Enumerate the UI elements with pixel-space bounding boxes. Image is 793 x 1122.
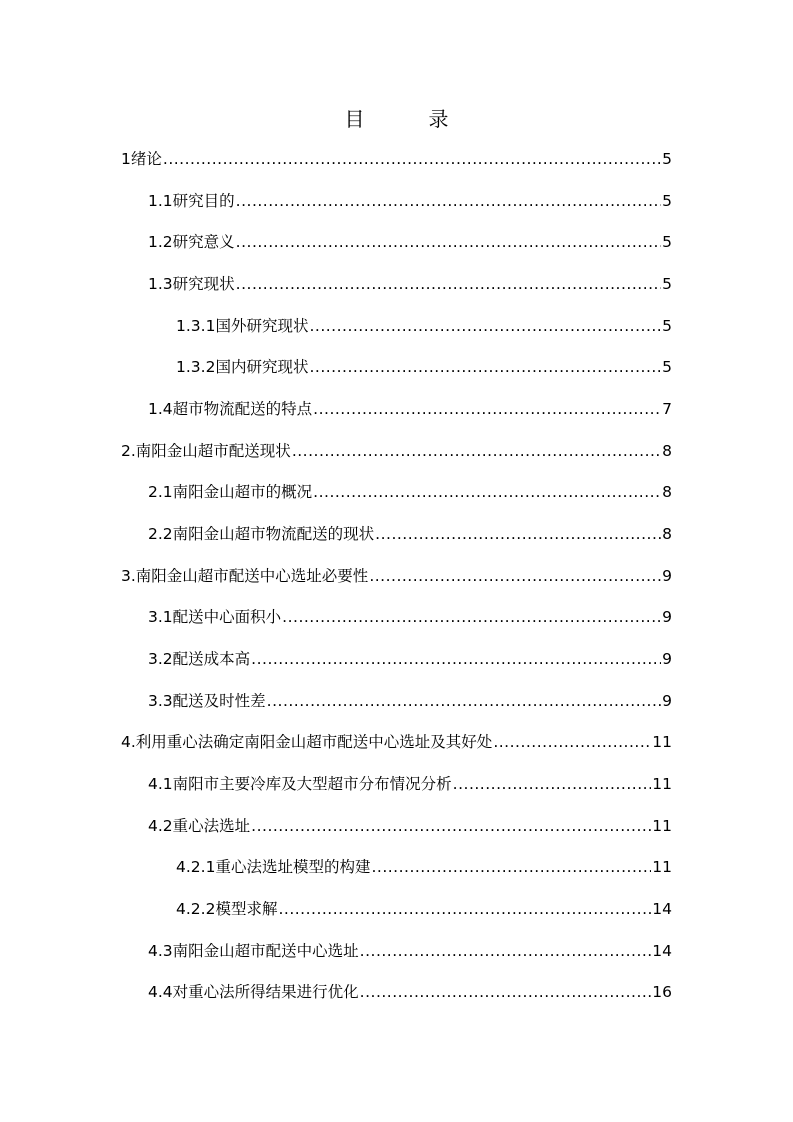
- toc-entry[interactable]: [176, 856, 672, 878]
- toc-entry-page: 11: [652, 775, 672, 793]
- toc-entry[interactable]: [148, 190, 672, 212]
- toc-entry[interactable]: [121, 731, 672, 753]
- toc-entry-title: 研究现状: [172, 275, 235, 293]
- toc-entry-page: 5: [662, 233, 672, 251]
- toc-entry-page: 9: [662, 650, 672, 668]
- toc-entry[interactable]: [121, 440, 672, 462]
- toc-leader-dots: [163, 148, 661, 170]
- toc-leader-dots: [369, 565, 661, 587]
- toc-entry-number: 3.3: [148, 692, 173, 710]
- toc-leader-dots: [313, 481, 661, 503]
- toc-entry[interactable]: [148, 398, 672, 420]
- toc-entry[interactable]: [176, 315, 672, 337]
- toc-entry[interactable]: [148, 940, 672, 962]
- toc-entry-page: 11: [652, 817, 672, 835]
- toc-entry[interactable]: [148, 773, 672, 795]
- toc-entry-page: 8: [662, 483, 672, 501]
- toc-entry-number: 4.2.2: [176, 900, 216, 918]
- toc-leader-dots: [267, 690, 661, 712]
- toc-leader-dots: [251, 648, 661, 670]
- toc-entry-title: 国内研究现状: [215, 358, 309, 376]
- toc-entry-page: 5: [662, 358, 672, 376]
- toc-entry-page: 11: [652, 733, 672, 751]
- toc-entry-page: 11: [652, 858, 672, 876]
- toc-entry-number: 2.1: [148, 483, 173, 501]
- toc-entry[interactable]: [148, 523, 672, 545]
- toc-entry-page: 9: [662, 608, 672, 626]
- toc-entry-title: 对重心法所得结果进行优化: [172, 983, 359, 1001]
- toc-entry[interactable]: [176, 356, 672, 378]
- toc-entry-number: 4.2: [148, 817, 173, 835]
- toc-entry[interactable]: [148, 606, 672, 628]
- toc-leader-dots: [309, 315, 661, 337]
- toc-leader-dots: [360, 940, 652, 962]
- toc-entry-title: 重心法选址模型的构建: [215, 858, 371, 876]
- toc-entry[interactable]: [148, 815, 672, 837]
- toc-entry[interactable]: [148, 481, 672, 503]
- toc-entry-number: 1.3: [148, 275, 173, 293]
- toc-leader-dots: [453, 773, 652, 795]
- toc-entry-title: 研究意义: [172, 233, 235, 251]
- toc-leader-dots: [282, 606, 661, 628]
- toc-entry-number: 1.3.1: [176, 317, 216, 335]
- toc-entry-number: 1.3.2: [176, 358, 216, 376]
- toc-leader-dots: [292, 440, 661, 462]
- toc-entry-number: 1: [121, 150, 131, 168]
- toc-entry-number: 3.1: [148, 608, 173, 626]
- toc-entry-number: 3.2: [148, 650, 173, 668]
- toc-entry[interactable]: [121, 565, 672, 587]
- toc-entry-page: 9: [662, 692, 672, 710]
- toc-entry-page: 5: [662, 150, 672, 168]
- toc-entry-title: 南阳金山超市物流配送的现状: [172, 525, 375, 543]
- toc-entry[interactable]: [121, 148, 672, 170]
- toc-entry-page: 14: [652, 942, 672, 960]
- toc-entry-title: 研究目的: [172, 192, 235, 210]
- toc-entry-page: 8: [662, 525, 672, 543]
- toc-entry-number: 1.1: [148, 192, 173, 210]
- toc-entry[interactable]: [148, 648, 672, 670]
- toc-entry[interactable]: [148, 231, 672, 253]
- toc-leader-dots: [360, 981, 652, 1003]
- toc-entry-title: 南阳金山超市配送现状: [135, 442, 291, 460]
- toc-leader-dots: [375, 523, 661, 545]
- toc-entry-number: 4.2.1: [176, 858, 216, 876]
- toc-leader-dots: [236, 231, 661, 253]
- toc-entry-number: 1.2: [148, 233, 173, 251]
- toc-entry[interactable]: [176, 898, 672, 920]
- toc-entry-page: 8: [662, 442, 672, 460]
- toc-leader-dots: [309, 356, 661, 378]
- toc-entry-title: 配送中心面积小: [172, 608, 282, 626]
- toc-entry-title: 配送及时性差: [172, 692, 266, 710]
- toc-entry-page: 7: [662, 400, 672, 418]
- toc-entry-page: 9: [662, 567, 672, 585]
- toc-entry-title: 利用重心法确定南阳金山超市配送中心选址及其好处: [135, 733, 493, 751]
- toc-entry-number: 2.2: [148, 525, 173, 543]
- toc-entry-title: 配送成本高: [172, 650, 251, 668]
- toc-entry-page: 16: [652, 983, 672, 1001]
- toc-entry-number: 1.4: [148, 400, 173, 418]
- toc-entry-title: 国外研究现状: [215, 317, 309, 335]
- toc-entry-page: 5: [662, 275, 672, 293]
- toc-leader-dots: [251, 815, 651, 837]
- toc-entry-number: 4.4: [148, 983, 173, 1001]
- toc-entry-title: 南阳市主要冷库及大型超市分布情况分析: [172, 775, 452, 793]
- toc-entry-number: 4.: [121, 733, 136, 751]
- toc-entry-number: 4.3: [148, 942, 173, 960]
- toc-entry-number: 3.: [121, 567, 136, 585]
- toc-leader-dots: [236, 273, 661, 295]
- toc-entry-page: 14: [652, 900, 672, 918]
- toc-entry[interactable]: [148, 273, 672, 295]
- toc-entry-title: 南阳金山超市配送中心选址: [172, 942, 359, 960]
- toc-leader-dots: [278, 898, 651, 920]
- toc-entry-title: 模型求解: [215, 900, 278, 918]
- toc-leader-dots: [236, 190, 661, 212]
- toc-entry-title: 重心法选址: [172, 817, 251, 835]
- toc-entry-number: 4.1: [148, 775, 173, 793]
- toc-entry-title: 绪论: [130, 150, 162, 168]
- toc-entry[interactable]: [148, 690, 672, 712]
- toc-leader-dots: [493, 731, 651, 753]
- toc-leader-dots: [313, 398, 661, 420]
- toc-entry[interactable]: [148, 981, 672, 1003]
- toc-leader-dots: [371, 856, 651, 878]
- toc-entry-title: 南阳金山超市的概况: [172, 483, 313, 501]
- toc-entry-title: 超市物流配送的特点: [172, 400, 313, 418]
- toc-entry-page: 5: [662, 192, 672, 210]
- toc-entry-title: 南阳金山超市配送中心选址必要性: [135, 567, 369, 585]
- toc-entry-number: 2.: [121, 442, 136, 460]
- page-title: 目 录: [344, 107, 471, 131]
- toc-entry-page: 5: [662, 317, 672, 335]
